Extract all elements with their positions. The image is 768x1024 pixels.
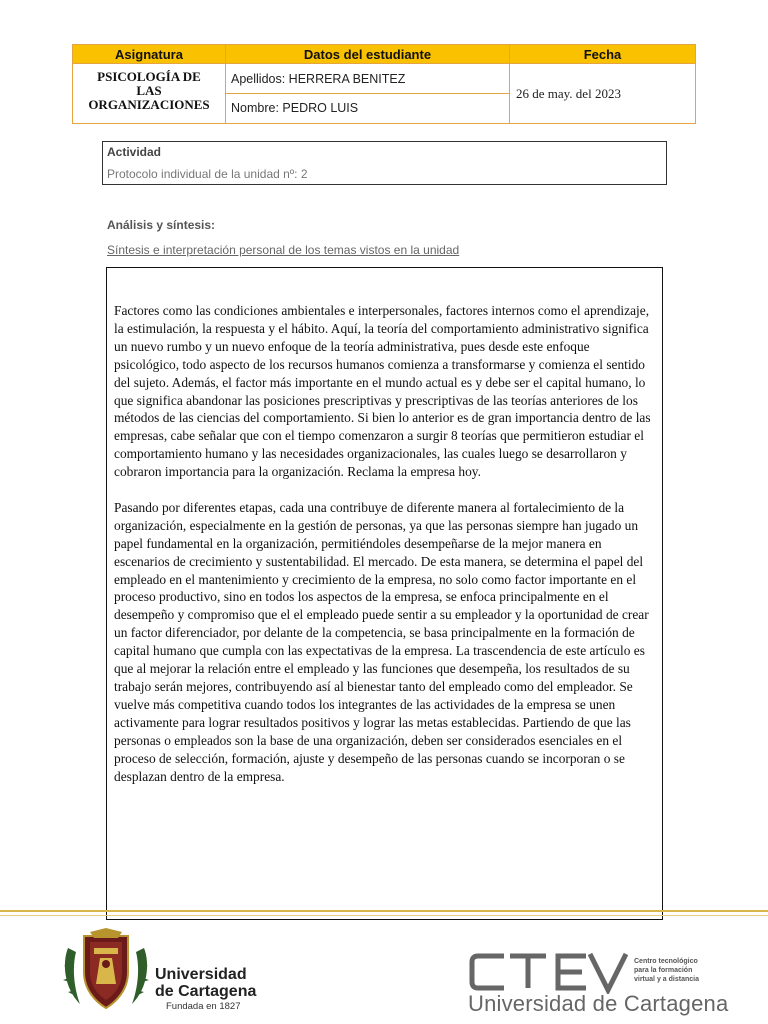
- activity-label: Actividad: [107, 145, 162, 159]
- analysis-subtitle: Síntesis e interpretación personal de los temas vistos en la unidad: [107, 243, 460, 257]
- analysis-label: Análisis y síntesis:: [107, 218, 216, 232]
- activity-value: Protocolo individual de la unidad nº: 2: [107, 167, 308, 181]
- header-date: Fecha: [510, 45, 695, 64]
- subject-line: PSICOLOGÍA DE: [97, 69, 201, 84]
- ctev-desc-line: Centro tecnológico: [634, 958, 698, 965]
- synthesis-text: [114, 302, 656, 803]
- ctev-description: [634, 957, 699, 984]
- header-student-data: Datos del estudiante: [226, 45, 510, 64]
- subject-line: ORGANIZACIONES: [88, 97, 210, 112]
- subject-line: LAS: [136, 83, 162, 98]
- university-founded: Fundada en 1827: [166, 1001, 241, 1012]
- ctev-logo-icon: [468, 950, 628, 994]
- ctev-university-name: Universidad de Cartagena: [468, 991, 729, 1016]
- header-table: [72, 44, 696, 124]
- university-crest-icon: [60, 928, 152, 1014]
- activity-box: [102, 141, 667, 185]
- footer-divider: [0, 910, 768, 912]
- ctev-desc-line: virtual y a distancia: [634, 976, 699, 983]
- header-subject: Asignatura: [73, 45, 226, 64]
- university-name-line1: Universidad: [155, 966, 247, 983]
- paragraph: Pasando por diferentes etapas, cada una contribuye de diferente manera al fortalecimiento de la organización, especialmente en la gestión de personas, ya que las personas siempre han jugado un papel fundamental en la organización, permitiéndoles desempeñarse de la mejor manera en escenarios de crecimiento y sustentabilidad. El mercado. De esta manera, se determina el papel del empleado en el mantenimiento y crecimiento de la empresa, no solo como factor importante en el proceso productivo, sino en todos los aspectos de la empresa, se enfoca principalmente en el desempeño y compromiso que el el empleado puede sentir a su empleador y la oportunidad de crear un factor diferenciador, por delante de la competencia, se basa principalmente en la formación de capital humano que cumpla con las expectativas de la empresa. La trascendencia de este artículo es que al mejorar la relación entre el empleado y las funciones que desempeña, los resultados de su trabajo serán mejores, contribuyendo así al bienestar tanto del empleado como del empleador. Se vuelve más competitiva cuando todos los integrantes de las actividades de la empresa se unen activamente para lograr resultados positivos y lograr las metas establecidas. Partiendo de que las personas o empleados son la base de una organización, deben ser considerados esenciales en el proceso de selección, formación, ajuste y desempeño de las personas cuando se incorporan o se desplazan dentro de la empresa.: [114, 499, 649, 784]
- university-name-line2: de Cartagena: [155, 983, 257, 1000]
- date-value: 26 de may. del 2023: [516, 86, 621, 101]
- footer-divider-thin: [0, 915, 768, 916]
- ctev-desc-line: para la formación: [634, 967, 693, 974]
- student-name: Nombre: PEDRO LUIS: [226, 94, 510, 123]
- paragraph: Factores como las condiciones ambientales e interpersonales, factores internos como el aprendizaje, la estimulación, la respuesta y el hábito. Aquí, la teoría del comportamiento administrativo significa un nuevo rumbo y un nuevo enfoque de la teoría administrativa, pues desde este enfoque psicológico, todo aspecto de los recursos humanos comienza a transformarse y comienza el sentido del sujeto. Además, el factor más importante en el mundo actual es y debe ser el capital humano, lo que significa abandonar las posiciones prescriptivas y prescriptivas de las teorías anteriores de los métodos de las ciencias del comportamiento. Si bien lo anterior es de gran importancia dentro de las empresas, cabe señalar que con el tiempo comenzaron a surgir 8 teorías que permitieron estudiar el comportamiento humano y las necesidades organizacionales, las cuales luego se desarrollaron y cobraron importancia para la organización. Reclama la empresa hoy.: [114, 303, 651, 480]
- subject-value: [73, 64, 226, 123]
- student-surname: Apellidos: HERRERA BENITEZ: [226, 64, 510, 94]
